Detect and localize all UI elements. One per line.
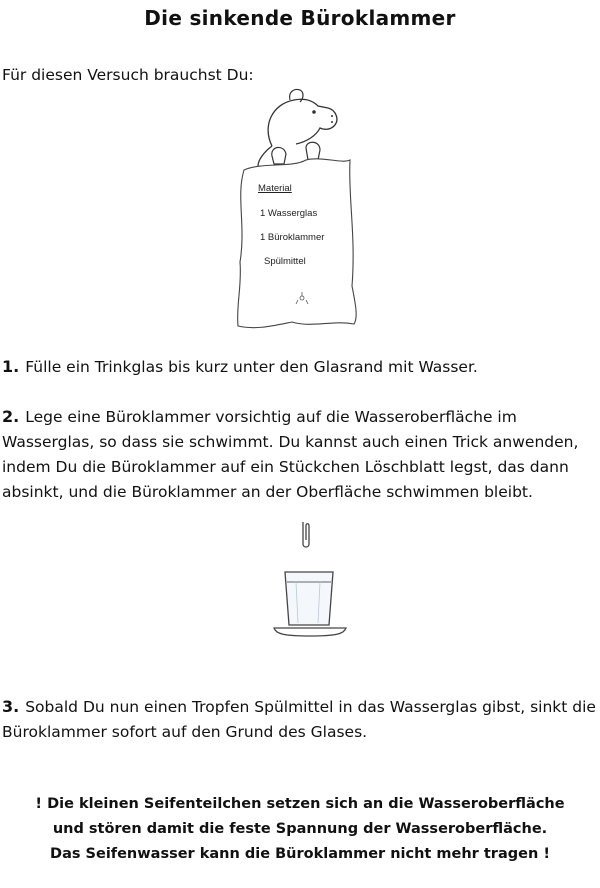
glass-icon bbox=[270, 520, 350, 645]
conclusion-line: Das Seifenwasser kann die Büroklammer nicht mehr tragen ! bbox=[50, 846, 550, 862]
pig-with-materials-sign-illustration bbox=[232, 86, 372, 336]
step-text: Fülle ein Trinkglas bis kurz unter den Glasrand mit Wasser. bbox=[25, 358, 478, 376]
page-title: Die sinkende Büroklammer bbox=[144, 6, 456, 30]
conclusion bbox=[0, 792, 600, 867]
step-text: Lege eine Büroklammer vorsichtig auf die Wasseroberfläche im Wasserglas, so dass sie schwimmt. Du kannst auch einen Trick anwenden, indem Du die Büroklammer auf ein Stückchen Löschblatt legst, das dann absinkt, und die Büroklammer an der Oberfläche schwimmen bleibt. bbox=[2, 408, 579, 501]
materials-item: 1 Büroklammer bbox=[260, 232, 325, 243]
step-text: Sobald Du nun einen Tropfen Spülmittel in das Wasserglas gibst, sinkt die Büroklammer sofort auf den Grund des Glases. bbox=[2, 698, 596, 741]
paperclip-icon bbox=[303, 522, 309, 547]
conclusion-line: und stören damit die feste Spannung der Wasseroberfläche. bbox=[52, 821, 548, 837]
materials-item: 1 Wasserglas bbox=[260, 208, 318, 219]
intro-text: Für diesen Versuch brauchst Du: bbox=[2, 66, 254, 84]
materials-heading: Material bbox=[258, 183, 292, 194]
step-number: 2. bbox=[2, 407, 20, 426]
step-1 bbox=[2, 354, 598, 380]
conclusion-line: ! Die kleinen Seifenteilchen setzen sich an die Wasseroberfläche bbox=[35, 796, 565, 812]
glass-with-paperclip-illustration bbox=[270, 520, 350, 645]
step-number: 3. bbox=[2, 697, 20, 716]
step-2 bbox=[2, 404, 598, 505]
materials-item: Spülmittel bbox=[264, 256, 306, 267]
step-number: 1. bbox=[2, 357, 20, 376]
step-3 bbox=[2, 694, 598, 745]
